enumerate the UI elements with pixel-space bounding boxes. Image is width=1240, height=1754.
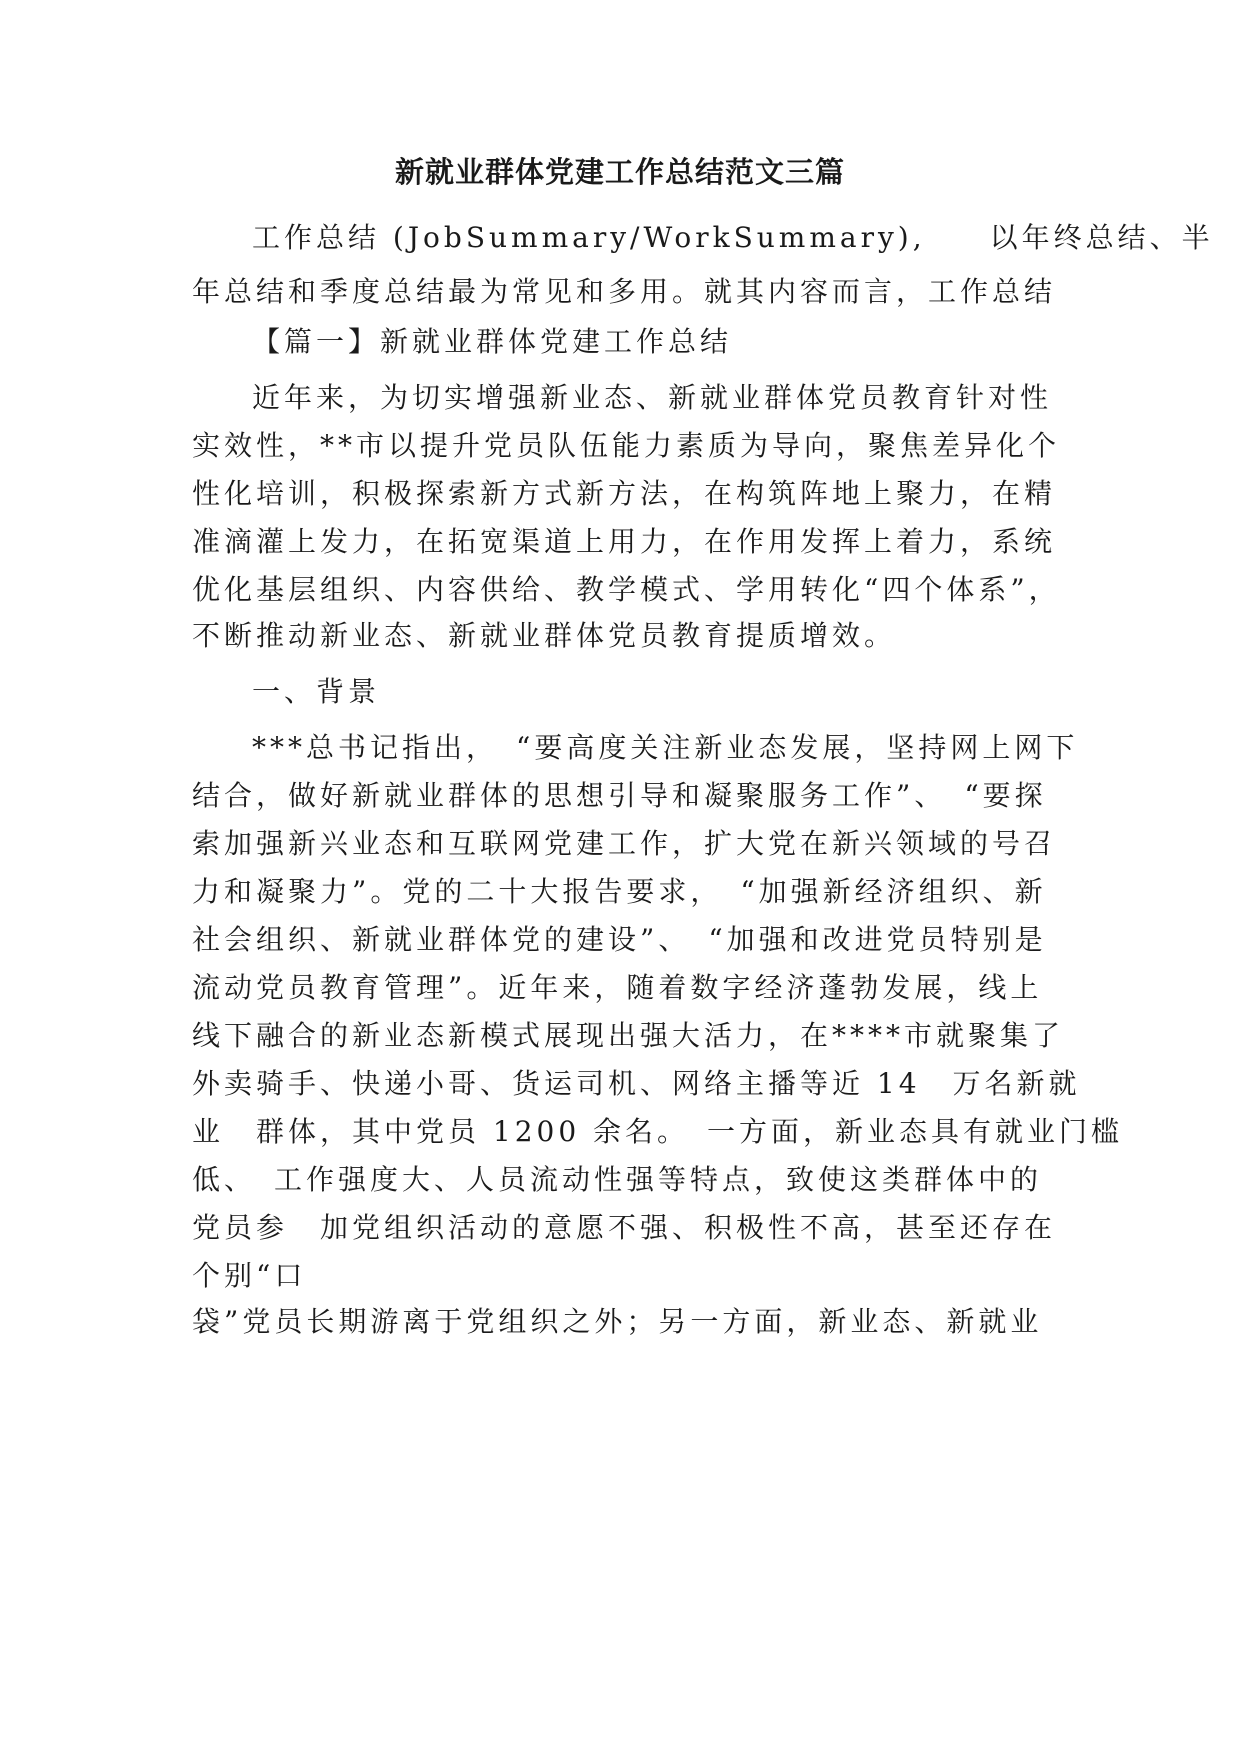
paragraph-line: 低、 工作强度大、人员流动性强等特点，致使这类群体中的 — [192, 1163, 1043, 1196]
paragraph-line: 个别“口 — [192, 1259, 307, 1292]
paragraph-line: 袋”党员长期游离于党组织之外；另一方面，新业态、新就业 — [192, 1305, 1043, 1338]
paragraph-line: 实效性，**市以提升党员队伍能力素质为导向，聚焦差异化个 — [192, 429, 1061, 462]
paragraph-line: 结合，做好新就业群体的思想引导和凝聚服务工作”、 “要探 — [192, 779, 1047, 812]
paragraph-line: 性化培训，积极探索新方式新方法，在构筑阵地上聚力，在精 — [192, 477, 1057, 510]
paragraph-line: 索加强新兴业态和互联网党建工作，扩大党在新兴领域的号召 — [192, 827, 1057, 860]
paragraph-line: 党员参 加党组织活动的意愿不强、积极性不高，甚至还存在 — [192, 1211, 1057, 1244]
paragraph-line: 工作总结 (JobSummary/WorkSummary), 以年终总结、半 — [252, 221, 1214, 254]
paragraph-line: 年总结和季度总结最为常见和多用。就其内容而言，工作总结 — [192, 275, 1057, 308]
paragraph-line: 近年来，为切实增强新业态、新就业群体党员教育针对性 — [252, 381, 1053, 414]
paragraph-line: 不断推动新业态、新就业群体党员教育提质增效。 — [192, 619, 897, 652]
paragraph-line: 外卖骑手、快递小哥、货运司机、网络主播等近 14 万名新就 — [192, 1067, 1081, 1100]
paragraph-line: 准滴灌上发力，在拓宽渠道上用力，在作用发挥上着力，系统 — [192, 525, 1057, 558]
paragraph-line: 流动党员教育管理”。近年来，随着数字经济蓬勃发展，线上 — [192, 971, 1043, 1004]
paragraph-line: 业 群体，其中党员 1200 余名。 一方面，新业态具有就业门槛 — [192, 1115, 1124, 1148]
section-heading: 【篇一】新就业群体党建工作总结 — [252, 325, 733, 358]
paragraph-line: 优化基层组织、内容供给、教学模式、学用转化“四个体系”， — [192, 573, 1061, 606]
paragraph-line: 线下融合的新业态新模式展现出强大活力，在****市就聚集了 — [192, 1019, 1065, 1052]
paragraph-line: 力和凝聚力”。党的二十大报告要求， “加强新经济组织、新 — [192, 875, 1047, 908]
paragraph-line: ***总书记指出， “要高度关注新业态发展，坚持网上网下 — [252, 731, 1079, 764]
paragraph-line: 社会组织、新就业群体党的建设”、 “加强和改进党员特别是 — [192, 923, 1047, 956]
section-heading: 一、背景 — [252, 675, 381, 708]
document-title: 新就业群体党建工作总结范文三篇 — [394, 155, 845, 189]
